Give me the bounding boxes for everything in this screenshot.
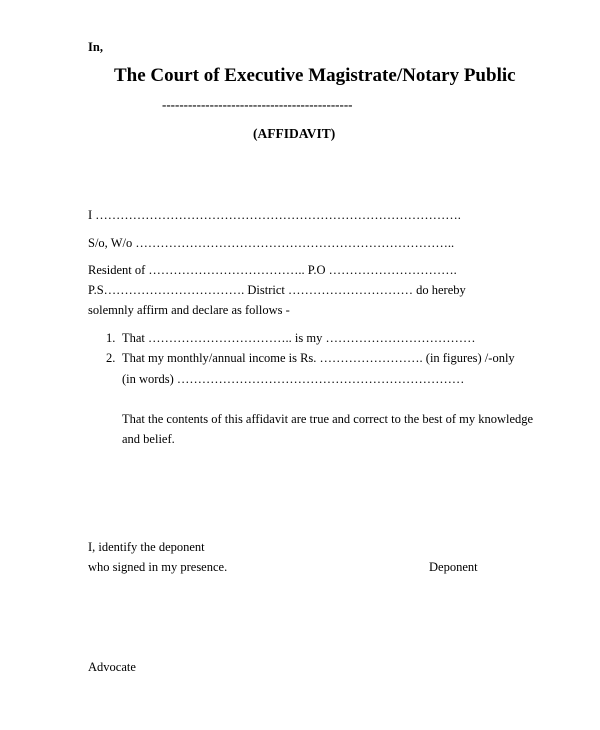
identification-line-1: I, identify the deponent [88, 540, 205, 554]
affidavit-label: (AFFIDAVIT) [253, 126, 336, 141]
advocate-label: Advocate [88, 660, 136, 674]
item-number-2: 2. [106, 351, 116, 365]
item-2-continuation: (in words) …………………………………………………………… [122, 372, 465, 386]
police-station-line: P.S……………………………. District ………………………… do hereby [88, 283, 466, 297]
relation-line: S/o, W/o ………………………………………………………………….. [88, 236, 455, 250]
deponent-label: Deponent [429, 560, 478, 574]
identification-line-2: who signed in my presence. [88, 560, 228, 574]
residence-line: Resident of ……………………………….. P.O …………………………. [88, 263, 457, 277]
dash-separator: -------------------------------------------- [162, 97, 353, 112]
item-text-2: That my monthly/annual income is Rs. ……………………. (in figures) /-only [122, 351, 515, 365]
in-label: In, [88, 40, 103, 54]
affirmation-line: solemnly affirm and declare as follows - [88, 303, 290, 317]
item-number-1: 1. [106, 331, 116, 345]
court-title: The Court of Executive Magistrate/Notary Public [114, 65, 516, 86]
deponent-name-line: I ……………………………………………………………………………. [88, 208, 461, 222]
closing-line-1: That the contents of this affidavit are true and correct to the best of my knowledge [122, 412, 534, 426]
item-text-1: That …………………………….. is my ……………………………… [122, 331, 476, 345]
closing-line-2: and belief. [122, 432, 175, 446]
